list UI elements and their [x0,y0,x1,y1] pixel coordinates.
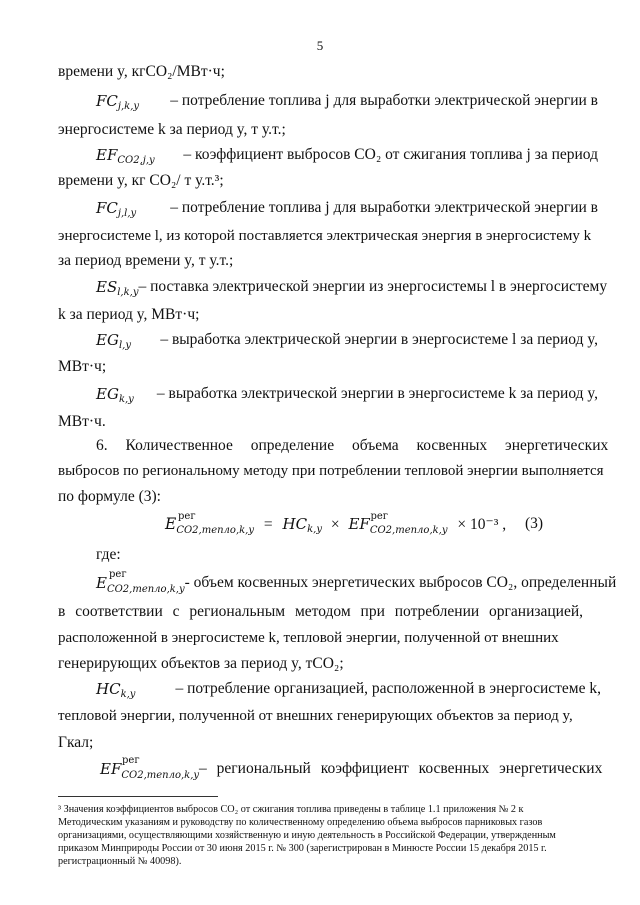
definition-fc-jly: $FC_{j,l,y}$ – потребление топлива j для выработки электрической энергии в [96,199,598,223]
definition-text: – выработка электрической энергии в энергосистеме k за период y, [156,385,598,402]
definition-eg-ky: $EG_{k,y}$ – выработка электрической энергии в энергосистеме k за период y, [96,385,598,409]
definition-text: – потребление топлива j для выработки электрической энергии в [170,199,598,216]
paragraph-6-line-3: по формуле (3): [58,488,161,505]
text-line: в соответствии с региональным методом при потреблении организацией, [58,603,584,620]
text-line: МВт·ч. [58,413,106,430]
text-line: k за период y, МВт·ч; [58,306,200,323]
text-line: энергосистеме k за период y, т у.т.; [58,121,286,138]
page-number: 5 [316,38,324,53]
text-line: времени y, кг CO₂/ т у.т.³; [58,172,224,189]
definition-text: – коэффициент выбросов CO₂ от сжигания топлива j за период [183,146,598,163]
definition-ef-co2: $EF_{CO2,j,y}$ – коэффициент выбросов CO₂ от сжигания топлива j за период [96,146,598,170]
paragraph-6-line-1: 6. Количественное определение объема косвенных энергетических [96,437,609,454]
definition-text: – потребление топлива j для выработки электрической энергии в [170,92,598,109]
definition-text: – выработка электрической энергии в энергосистеме l за период y, [160,331,598,348]
text-line: за период времени y, т у.т.; [58,252,234,269]
definition-eg-ly: $EG_{l,y}$ – выработка электрической энергии в энергосистеме l за период y, [96,331,598,355]
definition-ef-reg: EF рег $_{CO2,тепло,k,y}$ – региональный коэффициент косвенных энергетических [100,755,603,781]
text-line: энергосистеме l, из которой поставляется электрическая энергия в энергосистему k [58,228,592,244]
definition-text: – поставка электрической энергии из энергосистемы l в энергосистему [138,278,608,295]
text-line: Гкал; [58,734,94,751]
definition-fc-jky: $FC_{j,k,y}$ – потребление топлива j для выработки электрической энергии в [96,92,598,116]
text-line: расположенной в энергосистеме k, тепловой энергии, полученной от внешних [58,630,559,646]
where-label: где: [96,546,121,563]
paragraph-6-line-2: выбросов по региональному методу при потреблении тепловой энергии выполняется [58,463,604,479]
definition-e-reg: E рег $_{CO2,тепло,k,y}$ - объем косвенных энергетических выбросов CO₂, определенный [96,569,617,595]
formula-number: (3) [525,515,544,532]
footnote-line: организациями, осуществляющими хозяйственную и иную деятельность в Российской Федерации, утвержденным [58,830,556,841]
formula-3: E рег $_{CO2,тепло,k,y} = HC_{k,y}$ × EF рег $_{CO2,тепло,k,y}$ × 10⁻³ , [165,511,507,536]
definition-hc-ky: $HC_{k,y}$ – потребление организацией, расположенной в энергосистеме k, [96,680,601,700]
text-line: МВт·ч; [58,358,107,375]
footnote-line: Методическим указаниям и руководству по количественному определению объема выбросов парниковых газов [58,817,543,828]
footnote-divider [58,796,218,797]
footnote-line: регистрационный № 40098). [58,856,182,867]
text-line: тепловой энергии, полученной от внешних генерирующих объектов за период y, [58,708,573,724]
text-line: времени y, кгCO₂/МВт·ч; [58,63,225,80]
text-line: генерирующих объектов за период y, тCO₂; [58,655,344,672]
footnote-line: приказом Минприроды России от 30 июня 2015 г. № 300 (зарегистрирован в Минюсте России 15 декабря 2015 г. [58,843,547,854]
definition-es-lky: $ES_{l,k,y}$ – поставка электрической энергии из энергосистемы l в энергосистему [96,278,598,302]
footnote-line: ³ Значения коэффициентов выбросов CO₂ от сжигания топлива приведены в таблице 1.1 приложения № 2 к [58,804,524,815]
